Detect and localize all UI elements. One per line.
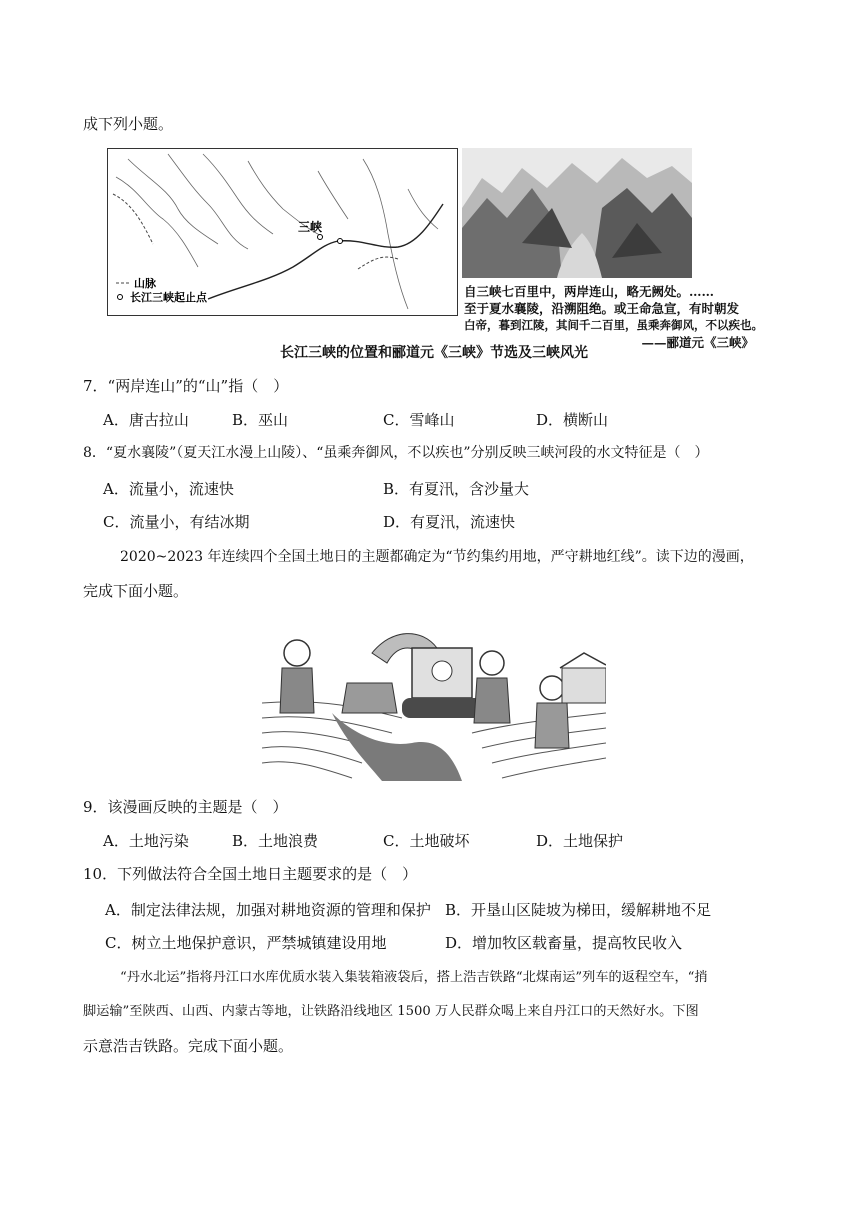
passage2-line1: 2020~2023 年连续四个全国土地日的主题都确定为“节约集约用地，严守耕地红线”。读下边的漫画， — [120, 549, 754, 565]
q7-option-b: B．巫山 — [232, 411, 289, 429]
legend-mountain-label: 山脉 — [134, 278, 156, 290]
quote-author: ——郦道元《三峡》 — [641, 335, 754, 350]
three-gorges-landscape-image — [462, 148, 692, 278]
q7-option-d: D．横断山 — [536, 411, 609, 429]
sanxia-quote — [464, 283, 764, 351]
q9-option-a: A．土地污染 — [103, 832, 189, 850]
q8-option-b: B．有夏汛，含沙量大 — [383, 480, 530, 498]
q7-option-a: A．唐古拉山 — [103, 411, 189, 429]
q10-option-b: B．开垦山区陡坡为梯田，缓解耕地不足 — [445, 901, 712, 919]
q10-option-d: D．增加牧区载畜量，提高牧民收入 — [445, 934, 683, 952]
figure1-caption: 长江三峡的位置和郦道元《三峡》节选及三峡风光 — [280, 345, 588, 361]
q8-option-a: A．流量小，流速快 — [103, 480, 234, 498]
yangtze-river-line — [208, 204, 443, 299]
q9-stem: 9．该漫画反映的主题是（ ） — [83, 798, 288, 816]
passage3-line3: 示意浩吉铁路。完成下面小题。 — [83, 1037, 294, 1055]
q8-option-d: D．有夏汛，流速快 — [383, 513, 516, 531]
sanxia-end-point — [338, 239, 343, 244]
sanxia-label: 三峡 — [298, 220, 323, 234]
yangtze-map — [107, 148, 458, 316]
q8-stem: 8．“夏水襄陵”（夏天江水漫上山陵）、“虽乘奔御风，不以疾也”分别反映三峡河段的水文特征是（ ） — [83, 445, 709, 461]
sanxia-start-point — [318, 235, 323, 240]
passage3-line2: 脚运输”至陕西、山西、内蒙古等地，让铁路沿线地区 1500 万人民群众喝上来自丹江口的天然好水。下图 — [83, 1004, 699, 1019]
river-map-drawing — [108, 149, 457, 315]
quote-line-2: 至于夏水襄陵，沿溯阻绝。或王命急宣，有时朝发 — [464, 301, 740, 316]
quote-line-3: 白帝，暮到江陵，其间千二百里，虽乘奔御风，不以疾也。 — [464, 318, 763, 332]
q9-option-b: B．土地浪费 — [232, 832, 319, 850]
q9-option-c: C．土地破坏 — [383, 832, 470, 850]
q8-option-c: C．流量小，有结冰期 — [103, 513, 250, 531]
intro-tail: 成下列小题。 — [83, 115, 174, 133]
passage2-line2: 完成下面小题。 — [83, 582, 189, 600]
q10-option-a: A．制定法律法规，加强对耕地资源的管理和保护 — [105, 901, 431, 919]
passage3-line1: “丹水北运”指将丹江口水库优质水装入集装箱液袋后，搭上浩吉铁路“北煤南运”列车的返程空车，“捎 — [120, 970, 708, 985]
q7-stem: 7．“两岸连山”的“山”指（ ） — [83, 377, 289, 395]
q10-stem: 10．下列做法符合全国土地日主题要求的是（ ） — [83, 865, 418, 883]
quote-line-1: 自三峡七百里中，两岸连山，略无阙处。…… — [464, 284, 715, 299]
land-use-cartoon-image — [262, 623, 606, 781]
legend-point-label: 长江三峡起止点 — [130, 292, 207, 304]
legend-point-symbol — [118, 295, 123, 300]
q10-option-c: C．树立土地保护意识，严禁城镇建设用地 — [105, 934, 387, 952]
q7-option-c: C．雪峰山 — [383, 411, 455, 429]
q9-option-d: D．土地保护 — [536, 832, 624, 850]
